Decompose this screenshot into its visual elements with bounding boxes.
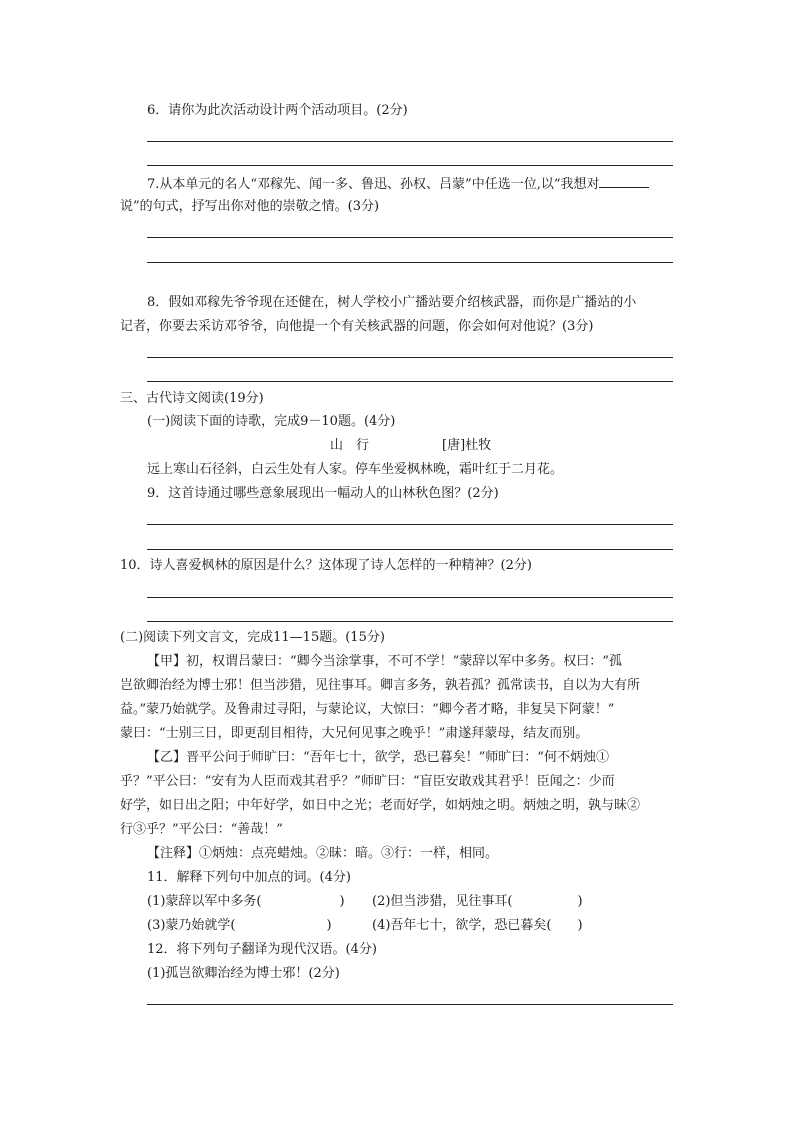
question-11: 11．解释下列句中加点的词。(4分)	[147, 870, 351, 885]
passage-jia-line: 蒙曰：“士别三日，即更刮目相待，大兄何见事之晚乎！”肃遂拜蒙母，结友而别。	[120, 726, 589, 741]
answer-line[interactable]	[147, 381, 673, 382]
answer-line[interactable]	[147, 549, 673, 550]
passage-jia-line: 【甲】初，权谓吕蒙曰：“卿今当涂掌事，不可不学！”蒙辞以军中多务。权曰：“孤	[147, 654, 622, 669]
section-heading: 三、古代诗文阅读(19分)	[120, 391, 264, 406]
part-2-instruction: (二)阅读下列文言文，完成11—15题。(15分)	[120, 630, 385, 645]
passage-jia-line: 岂欲卿治经为博士邪！但当涉猎，见往事耳。卿言多务，孰若孤？孤常读书，自以为大有所	[120, 678, 641, 693]
question-6: 6．请你为此次活动设计两个活动项目。(2分)	[147, 103, 408, 118]
part-1-instruction: (一)阅读下面的诗歌，完成9－10题。(4分)	[147, 414, 396, 429]
passage-jia-line: 益。”蒙乃始就学。及鲁肃过寻阳，与蒙论议，大惊曰：“卿今者才略，非复吴下阿蒙！”	[120, 702, 615, 717]
answer-line[interactable]	[147, 141, 673, 142]
passage-yi-line: 乎？”平公曰：“安有为人臣而戏其君乎？”师旷曰：“盲臣安敢戏其君乎！臣闻之：少而	[120, 774, 615, 789]
answer-line[interactable]	[147, 237, 673, 238]
question-8-line1: 8．假如邓稼先爷爷现在还健在，树人学校小广播站要介绍核武器，而你是广播站的小	[147, 295, 637, 310]
answer-line[interactable]	[147, 357, 673, 358]
question-11-item[interactable]: (2)但当涉猎，见往事耳( )	[372, 894, 583, 909]
fill-in-blank[interactable]	[599, 175, 649, 188]
answer-line[interactable]	[147, 1004, 673, 1005]
question-12-item: (1)孤岂欲卿治经为博士邪！(2分)	[147, 966, 340, 981]
question-8-line2: 记者，你要去采访邓爷爷，向他提一个有关核武器的问题，你会如何对他说？(3分)	[120, 319, 594, 334]
poem-text: 远上寒山石径斜，白云生处有人家。停车坐爱枫林晚，霜叶红于二月花。	[147, 462, 564, 477]
annotation-notes: 【注释】①炳烛：点亮蜡烛。②昧：暗。③行：一样，相同。	[147, 846, 499, 861]
passage-yi-line: 【乙】晋平公问于师旷曰：“吾年七十，欲学，恐已暮矣！”师旷曰：“何不炳烛①	[147, 750, 609, 765]
question-11-item[interactable]: (4)吾年七十，欲学，恐已暮矣( )	[372, 918, 583, 933]
answer-line[interactable]	[147, 524, 673, 525]
question-10: 10．诗人喜爱枫林的原因是什么？这体现了诗人怎样的一种精神？(2分)	[120, 558, 532, 573]
poem-author: [唐]杜牧	[442, 438, 492, 453]
answer-line[interactable]	[147, 597, 673, 598]
question-9: 9．这首诗通过哪些意象展现出一幅动人的山林秋色图？(2分)	[147, 486, 499, 501]
passage-yi-line: 好学，如日出之阳；中年好学，如日中之光；老而好学，如炳烛之明。炳烛之明，孰与昧②	[120, 798, 641, 813]
question-12: 12．将下列句子翻译为现代汉语。(4分)	[147, 942, 377, 957]
poem-title: 山 行	[330, 438, 370, 453]
question-7-line2: 说”的句式，抒写出你对他的崇敬之情。(3分)	[120, 199, 380, 214]
answer-line[interactable]	[147, 621, 673, 622]
question-11-item[interactable]: (1)蒙辞以军中多务( )	[147, 894, 345, 909]
passage-yi-line: 行③乎？”平公曰：“善哉！”	[120, 822, 283, 837]
answer-line[interactable]	[147, 262, 673, 263]
question-11-item[interactable]: (3)蒙乃始就学( )	[147, 918, 332, 933]
question-7-line1: 7.从本单元的名人“邓稼先、闻一多、鲁迅、孙权、吕蒙”中任选一位,以“我想对	[147, 175, 649, 193]
answer-line[interactable]	[147, 165, 673, 166]
